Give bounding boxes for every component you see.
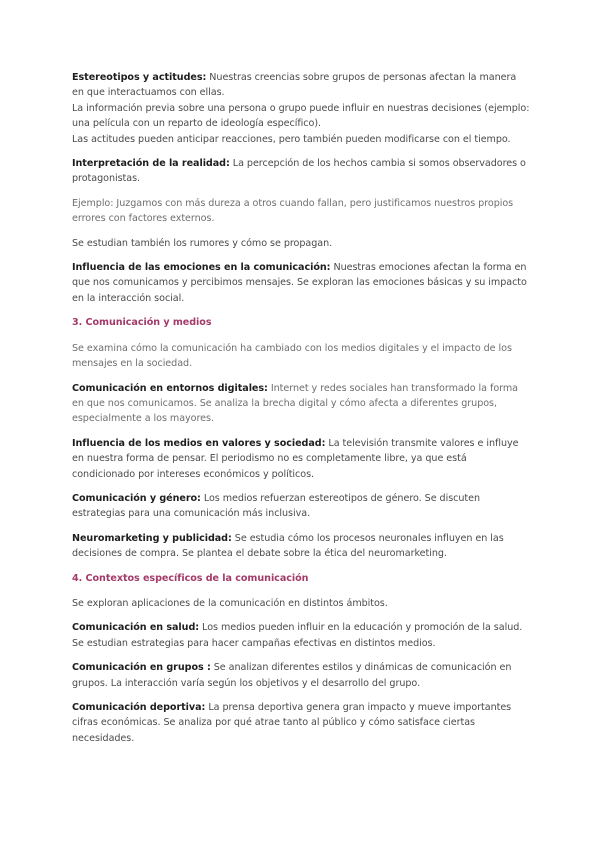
paragraph-interpretacion [72,156,530,187]
paragraph-title: Comunicación en grupos : [72,662,211,674]
paragraph-intro-contextos: Se exploran aplicaciones de la comunicación en distintos ámbitos. [72,597,388,609]
paragraph-title: Neuromarketing y publicidad: [72,532,232,544]
paragraph-text: Nuestras emociones afectan la forma en que nos comunicamos y percibimos mensajes. Se exploran las emociones básicas y su impacto en la interacción social. [72,262,527,304]
paragraph-emociones [72,260,530,306]
paragraph-ejemplo: Ejemplo: Juzgamos con más dureza a otros cuando fallan, pero justificamos nuestros propios errores con factores externos. [72,197,514,225]
paragraph-text: Internet y redes sociales han transformado la forma en que nos comunicamos. Se analiza la brecha digital y cómo afecta a diferentes grupos, especialmente a los mayores. [72,382,518,425]
paragraph-title: Comunicación en salud: [72,622,200,634]
paragraph-text: Se analizan diferentes estilos y dinámicas de comunicación en grupos. La interacción varía según los objetivos y el desarrollo del grupo. [72,662,512,689]
paragraph-text: La percepción de los hechos cambia si somos observadores o protagonistas. [72,158,526,185]
paragraph-salud [72,620,530,651]
paragraph-estereotipos [72,70,530,147]
paragraph-line: Las actitudes pueden anticipar reacciones, pero también pueden modificarse con el tiempo. [72,133,511,145]
paragraph-line: La información previa sobre una persona o grupo puede influir en nuestras decisiones (ejemplo: una película con un reparto de ideología específico). [72,102,530,130]
paragraph-entornos-digitales [72,381,530,427]
paragraph-genero [72,491,530,522]
paragraph-text: Se estudia cómo los procesos neuronales influyen en las decisiones de compra. Se plantea el debate sobre la ética del neuromarketing. [72,532,504,560]
paragraph-title: Comunicación y género: [72,492,201,504]
paragraph-title: Comunicación en entornos digitales: [72,382,268,394]
paragraph-text: La televisión transmite valores e influye en nuestra forma de pensar. El periodismo no es completamente libre, ya que está condicionado por intereses económicos y políticos. [72,437,519,480]
paragraph-medios-valores [72,436,530,482]
paragraph-text: Los medios refuerzan estereotipos de género. Se discuten estrategias para una comunicación más inclusiva. [72,492,480,520]
section-heading-3: 3. Comunicación y medios [72,317,212,329]
paragraph-intro-medios: Se examina cómo la comunicación ha cambiado con los medios digitales y el impacto de los mensajes en la sociedad. [72,342,512,370]
paragraph-title: Influencia de las emociones en la comunicación: [72,262,331,274]
paragraph-text: Nuestras creencias sobre grupos de personas afectan la manera en que interactuamos con ellas. [72,72,517,99]
section-heading-4: 4. Contextos específicos de la comunicación [72,572,309,584]
paragraph-title: Influencia de los medios en valores y sociedad: [72,437,326,449]
paragraph-title: Interpretación de la realidad: [72,158,230,170]
paragraph-title: Estereotipos y actitudes: [72,72,207,83]
paragraph-text: La prensa deportiva genera gran impacto y mueve importantes cifras económicas. Se analiza por qué atrae tanto al público y cómo satisface ciertas necesidades. [72,702,512,744]
paragraph-deportiva [72,700,530,746]
paragraph-neuromarketing [72,531,530,562]
paragraph-text: Los medios pueden influir en la educación y promoción de la salud. Se estudian estrategias para hacer campañas efectivas en distintos medios. [72,622,523,649]
paragraph-rumores: Se estudian también los rumores y cómo se propagan. [72,237,333,249]
paragraph-grupos [72,660,530,691]
paragraph-title: Comunicación deportiva: [72,702,206,713]
